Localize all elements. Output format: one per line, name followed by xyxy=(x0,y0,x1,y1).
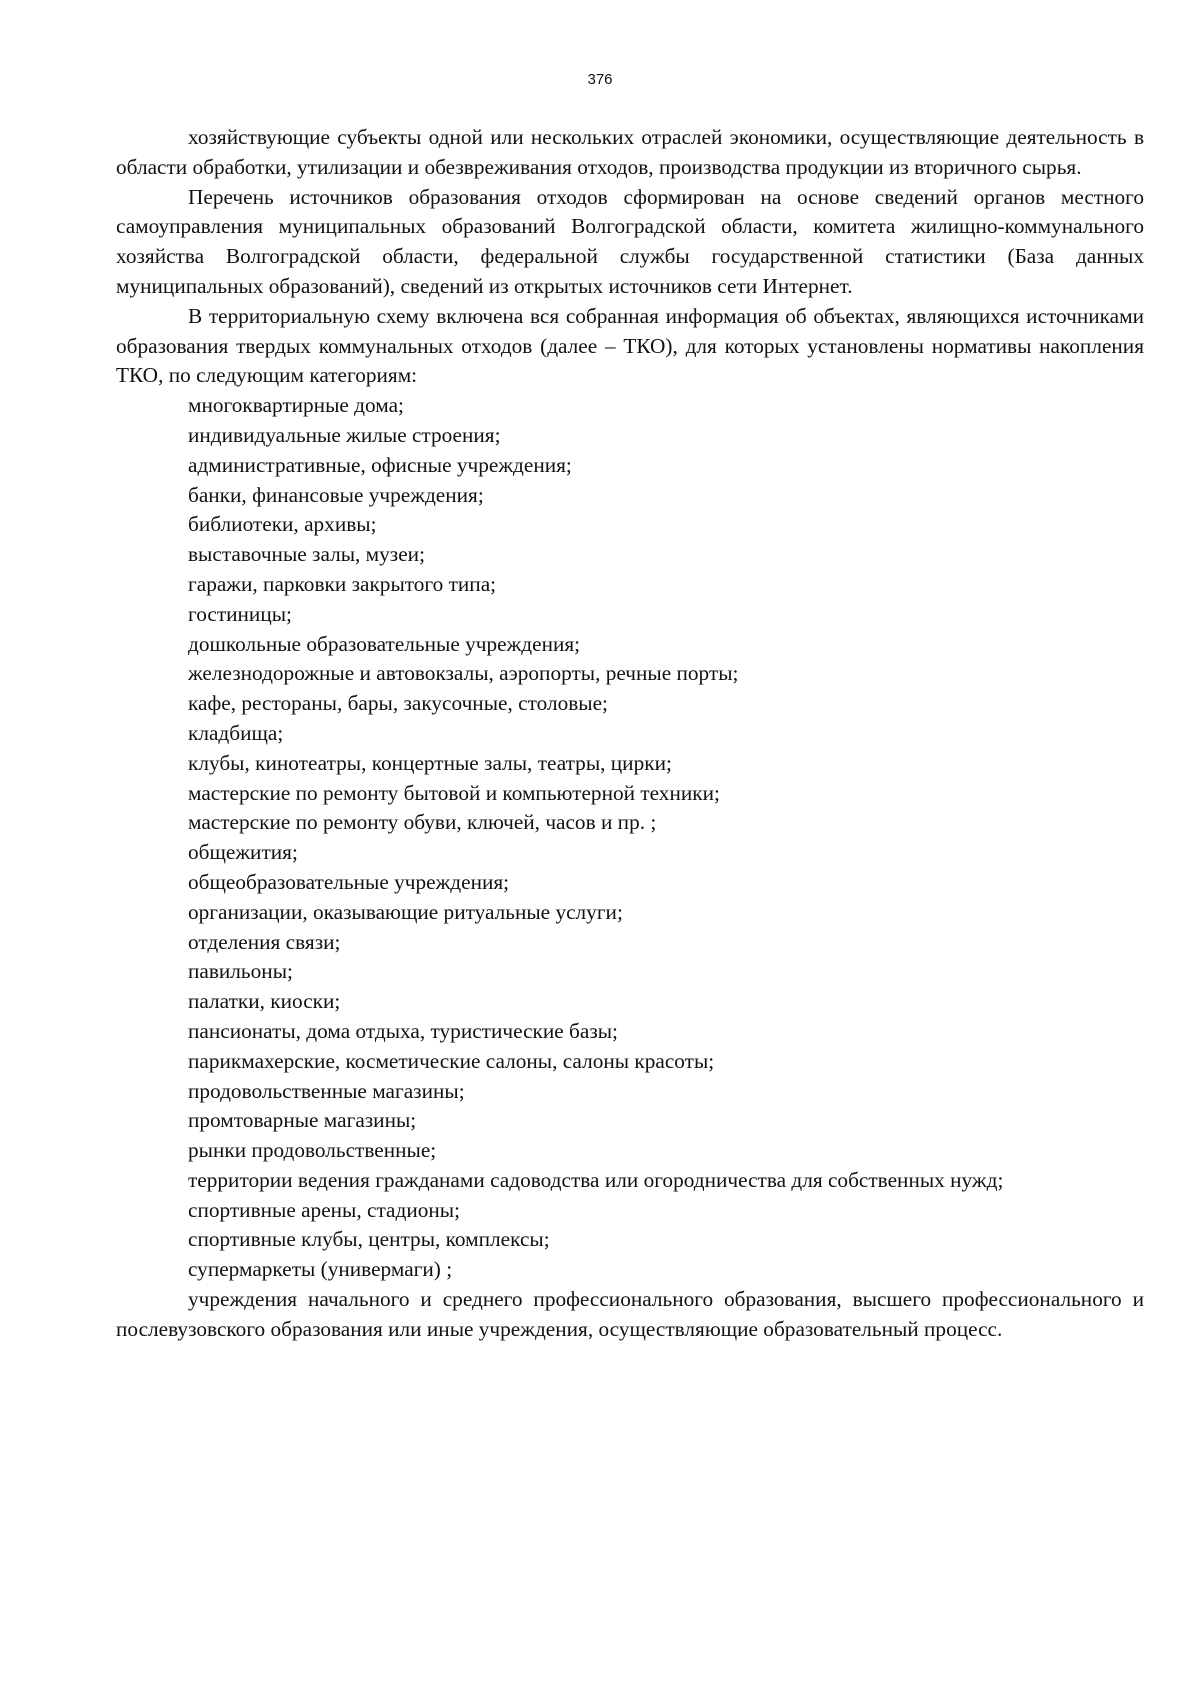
list-item: супермаркеты (универмаги) ; xyxy=(188,1257,453,1282)
list-item: спортивные арены, стадионы; xyxy=(188,1197,460,1222)
list-item: гаражи, парковки закрытого типа; xyxy=(188,571,497,596)
paragraph: Перечень источников образования отходов сформирован на основе сведений органов местного самоуправления муниципальных образований Волгоградской области, комитета жилищно-коммунального хозяйства Волгоградской области, федеральной службы государственной статистики (База данных муниципальных образований), сведений из открытых источников сети Интернет. xyxy=(116,184,1144,298)
list-item: многоквартирные дома; xyxy=(188,393,404,418)
list-item: пансионаты, дома отдыха, туристические базы; xyxy=(188,1018,618,1043)
list-item: спортивные клубы, центры, комплексы; xyxy=(188,1227,550,1252)
list-item: рынки продовольственные; xyxy=(188,1138,437,1163)
paragraph: В территориальную схему включена вся собранная информация об объектах, являющихся источниками образования твердых коммунальных отходов (далее – ТКО), для которых установлены нормативы накопления ТКО, по следующим категориям: xyxy=(116,303,1144,388)
list-item: дошкольные образовательные учреждения; xyxy=(188,631,581,656)
list-item: территории ведения гражданами садоводства или огородничества для собственных нужд; xyxy=(188,1167,1004,1192)
document-body xyxy=(116,123,1144,1345)
list-item: павильоны; xyxy=(188,959,293,984)
list-item: выставочные залы, музеи; xyxy=(188,542,425,567)
list-item: административные, офисные учреждения; xyxy=(188,452,572,477)
list-item: железнодорожные и автовокзалы, аэропорты, речные порты; xyxy=(188,661,739,686)
list-item: индивидуальные жилые строения; xyxy=(188,422,501,447)
list-item: гостиницы; xyxy=(188,601,292,626)
page-number: 376 xyxy=(587,71,613,88)
list-item: отделения связи; xyxy=(188,929,341,954)
list-item: банки, финансовые учреждения; xyxy=(188,482,484,507)
list-item: общеобразовательные учреждения; xyxy=(188,869,510,894)
list-item: организации, оказывающие ритуальные услуги; xyxy=(188,899,623,924)
list-item: мастерские по ремонту обуви, ключей, часов и пр. ; xyxy=(188,810,657,835)
list-item: кладбища; xyxy=(188,720,284,745)
list-item: продовольственные магазины; xyxy=(188,1078,465,1103)
paragraph: учреждения начального и среднего профессионального образования, высшего профессионального и послевузовского образования или иные учреждения, осуществляющие образовательный процесс. xyxy=(116,1287,1144,1341)
list-item: промтоварные магазины; xyxy=(188,1108,417,1133)
list-item: библиотеки, архивы; xyxy=(188,512,377,537)
category-list xyxy=(116,391,1144,1285)
list-item: мастерские по ремонту бытовой и компьютерной техники; xyxy=(188,780,720,805)
list-item: парикмахерские, косметические салоны, салоны красоты; xyxy=(188,1048,715,1073)
list-item: клубы, кинотеатры, концертные залы, театры, цирки; xyxy=(188,750,672,775)
paragraph: хозяйствующие субъекты одной или нескольких отраслей экономики, осуществляющие деятельность в области обработки, утилизации и обезвреживания отходов, производства продукции из вторичного сырья. xyxy=(116,125,1144,179)
list-item: палатки, киоски; xyxy=(188,989,341,1014)
list-item: общежития; xyxy=(188,840,298,865)
list-item: кафе, рестораны, бары, закусочные, столовые; xyxy=(188,691,608,716)
